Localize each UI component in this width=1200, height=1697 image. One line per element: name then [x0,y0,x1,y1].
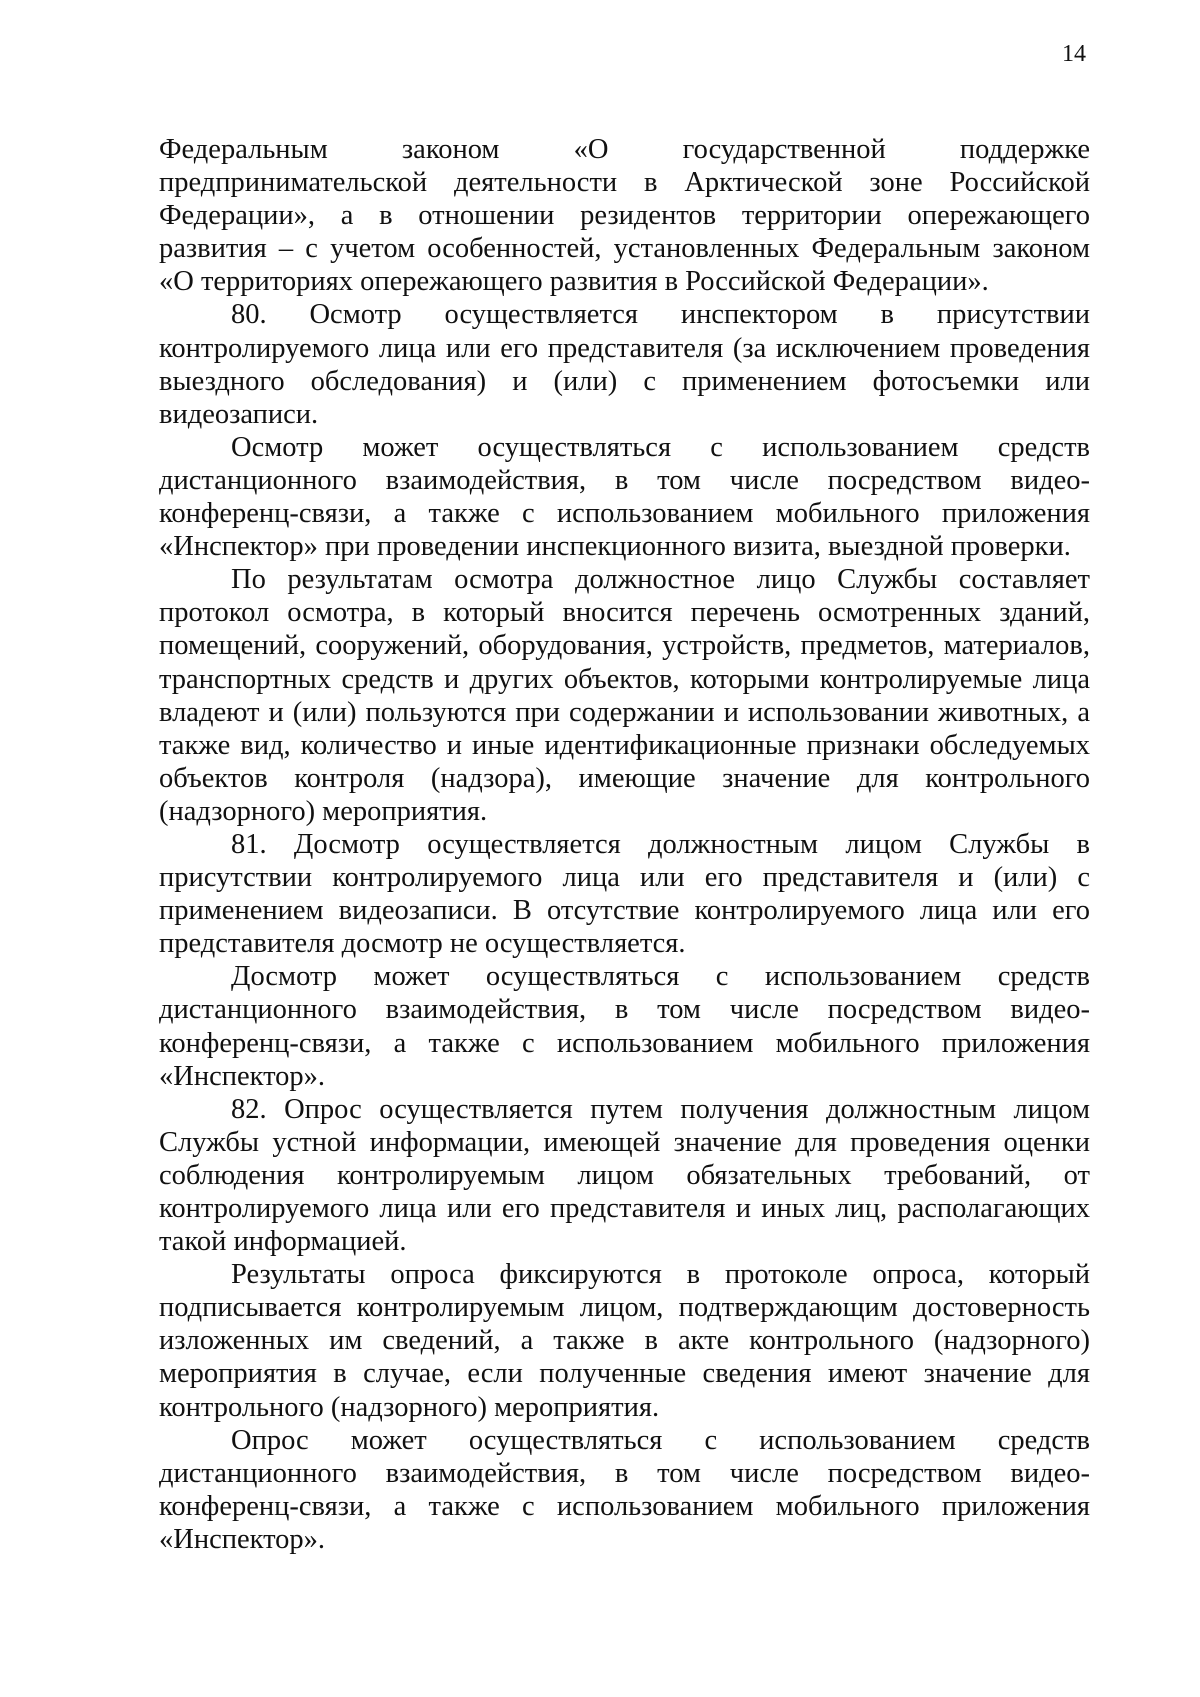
paragraph-item-82: 82. Опрос осуществляется путем получения должностным лицом Службы устной информации, имеющей значение для проведения оценки соблюдения контролируемым лицом обязательных требований, от контролируемого лица или его представителя и иных лиц, располагающих такой информацией. [159,1093,1090,1258]
paragraph-continuation: Федеральным законом «О государственной поддержке предпринимательской деятельности в Арктической зоне Российской Федерации», а в отношении резидентов территории опережающего развития – с учетом особенностей, установленных Федеральным законом «О территориях опережающего развития в Российской Федерации». [159,134,1090,298]
paragraph-item-80: 80. Осмотр осуществляется инспектором в присутствии контролируемого лица или его представителя (за исключением проведения выездного обследования) и (или) с применением фотосъемки или видеозаписи. [159,299,1090,430]
paragraph-inspection-protocol: По результатам осмотра должностное лицо Службы составляет протокол осмотра, в который вносится перечень осмотренных зданий, помещений, сооружений, оборудования, устройств, предметов, материалов, транспортных средств и других объектов, которыми контролируемые лица владеют и (или) пользуются при содержании и использовании животных, а также вид, количество и иные идентификационные признаки обследуемых объектов контроля (надзора), имеющие значение для контрольного (надзорного) мероприятия. [159,564,1090,827]
paragraph-search-remote: Досмотр может осуществляться с использованием средств дистанционного взаимодействия, в том числе посредством видео-конференц-связи, а также с использованием мобильного приложения «Инспектор». [159,961,1090,1092]
paragraph-inspection-remote: Осмотр может осуществляться с использованием средств дистанционного взаимодействия, в том числе посредством видео-конференц-связи, а также с использованием мобильного приложения «Инспектор» при проведении инспекционного визита, выездной проверки. [159,431,1090,563]
paragraph-survey-results: Результаты опроса фиксируются в протоколе опроса, который подписывается контролируемым лицом, подтверждающим достоверность изложенных им сведений, а также в акте контрольного (надзорного) мероприятия в случае, если полученные сведения имеют значение для контрольного (надзорного) мероприятия. [159,1259,1090,1423]
paragraph-item-81: 81. Досмотр осуществляется должностным лицом Службы в присутствии контролируемого лица или его представителя и (или) с применением видеозаписи. В отсутствие контролируемого лица или его представителя досмотр не осуществляется. [159,828,1090,960]
paragraph-survey-remote: Опрос может осуществляться с использованием средств дистанционного взаимодействия, в том числе посредством видео-конференц-связи, а также с использованием мобильного приложения «Инспектор». [159,1424,1090,1555]
document-body [159,133,1090,1556]
page-number: 14 [1062,41,1086,67]
